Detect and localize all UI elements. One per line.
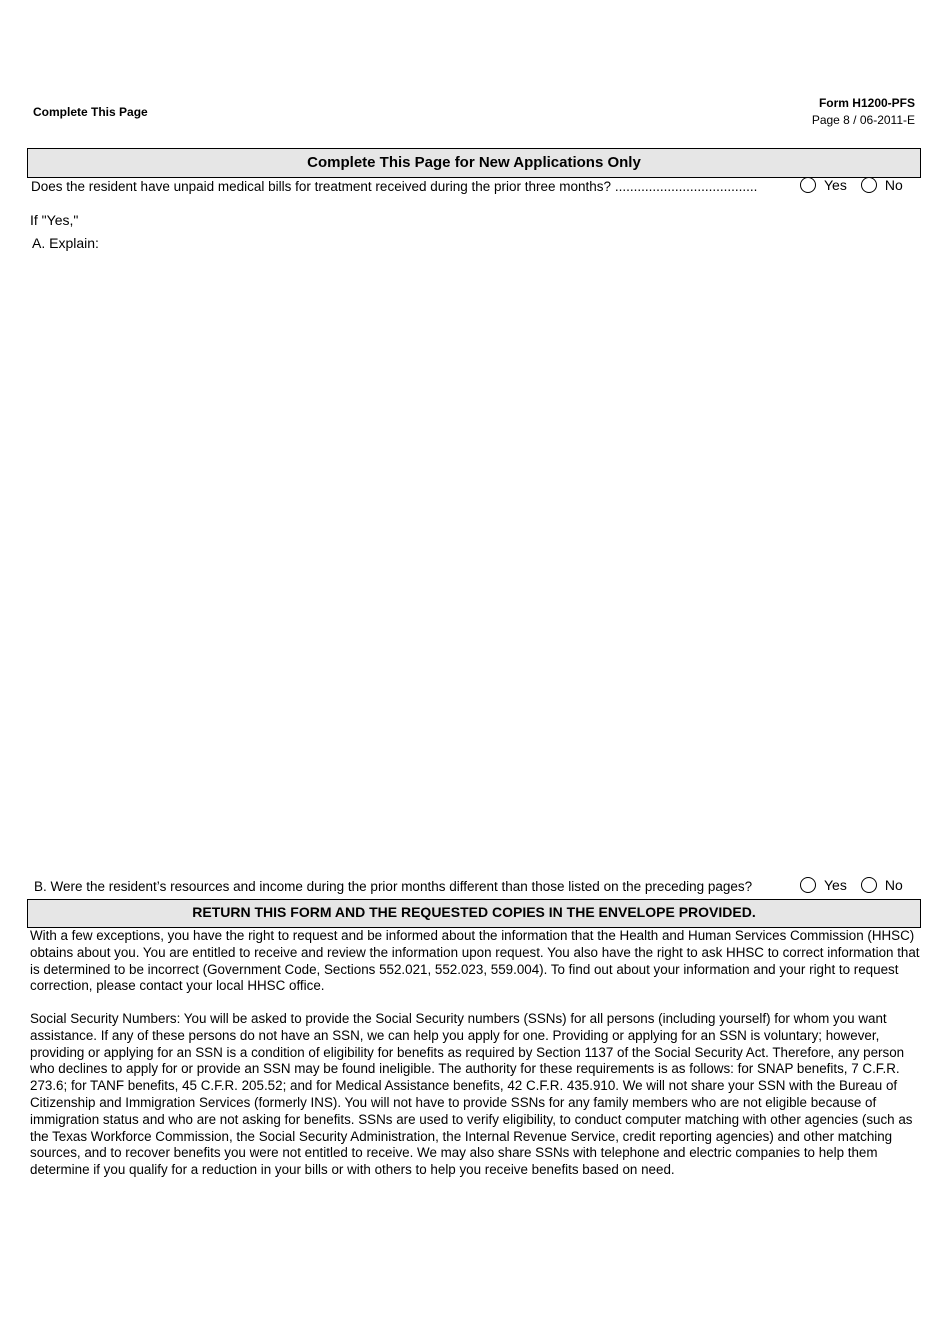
- ssn-paragraph: Social Security Numbers: You will be asked to provide the Social Security numbers (SSNs) for all persons (including yourself) for whom you want assistance. If any of these persons do not have an SSN, we can help you apply for one. Providing or applying for an SSN is voluntary; however, providing or applying for an SSN is a condition of eligibility for benefits as required by Section 1137 of the Social Security Act. Therefore, any person who declines to apply for or provide an SSN may be found ineligible. The authority for these requirements is as follows: for SNAP benefits, 7 C.F.R. 273.6; for TANF benefits, 45 C.F.R. 205.52; and for Medical Assistance benefits, 42 C.F.R. 435.910. We will not share your SSN with the Bureau of Citizenship and Immigration Services (formerly INS). You will not have to provide SSNs for any family members who are not eligible because of immigration status and who are not asking for benefits. SSNs are used to verify eligibility, to conduct computer matching with other agencies (such as the Texas Workforce Commission, the Social Security Administration, the Internal Revenue Service, credit reporting agencies) and other matching sources, and to recover benefits you were not entitled to receive. We may also share SSNs with telephone and electric companies to help them determine if you qualify for a reduction in your bills or with others to help you receive benefits based on need.: [30, 1011, 913, 1178]
- header-form-info: [812, 95, 915, 129]
- question-unpaid-bills: Does the resident have unpaid medical bills for treatment received during the prior three months? ......................................: [31, 179, 758, 194]
- radio-circle-icon[interactable]: [861, 877, 877, 893]
- unpaid-bills-radio-group: [800, 177, 903, 193]
- radio-circle-icon[interactable]: [800, 177, 816, 193]
- no-label: No: [884, 877, 903, 893]
- resources-yes-radio[interactable]: [800, 877, 847, 893]
- if-yes-label: If "Yes,": [30, 212, 79, 228]
- explain-text-area[interactable]: [30, 256, 924, 870]
- yes-label: Yes: [824, 877, 847, 893]
- section-title-banner: Complete This Page for New Applications Only: [27, 148, 921, 178]
- no-label: No: [884, 177, 903, 193]
- radio-circle-icon[interactable]: [861, 177, 877, 193]
- form-id: Form H1200-PFS: [818, 96, 915, 110]
- privacy-paragraph: With a few exceptions, you have the right to request and be informed about the information that the Health and Human Services Commission (HHSC) obtains about you. You are entitled to receive and review the information upon request. You also have the right to ask HHSC to correct information that is determined to be incorrect (Government Code, Sections 552.021, 552.023, 559.004). To find out about your information and your right to request correction, please contact your local HHSC office.: [30, 928, 920, 994]
- resources-radio-group: [800, 877, 903, 893]
- resources-no-radio[interactable]: [861, 877, 903, 893]
- radio-circle-icon[interactable]: [800, 877, 816, 893]
- yes-label: Yes: [824, 177, 847, 193]
- question-resources-income: B. Were the resident’s resources and income during the prior months different than those listed on the preceding pages?: [34, 879, 753, 894]
- return-form-banner: RETURN THIS FORM AND THE REQUESTED COPIES IN THE ENVELOPE PROVIDED.: [27, 899, 921, 928]
- page-info: Page 8 / 06-2011-E: [811, 113, 915, 127]
- header-left-label: Complete This Page: [33, 105, 148, 119]
- unpaid-bills-no-radio[interactable]: [861, 177, 903, 193]
- unpaid-bills-yes-radio[interactable]: [800, 177, 847, 193]
- explain-label: A. Explain:: [32, 235, 99, 251]
